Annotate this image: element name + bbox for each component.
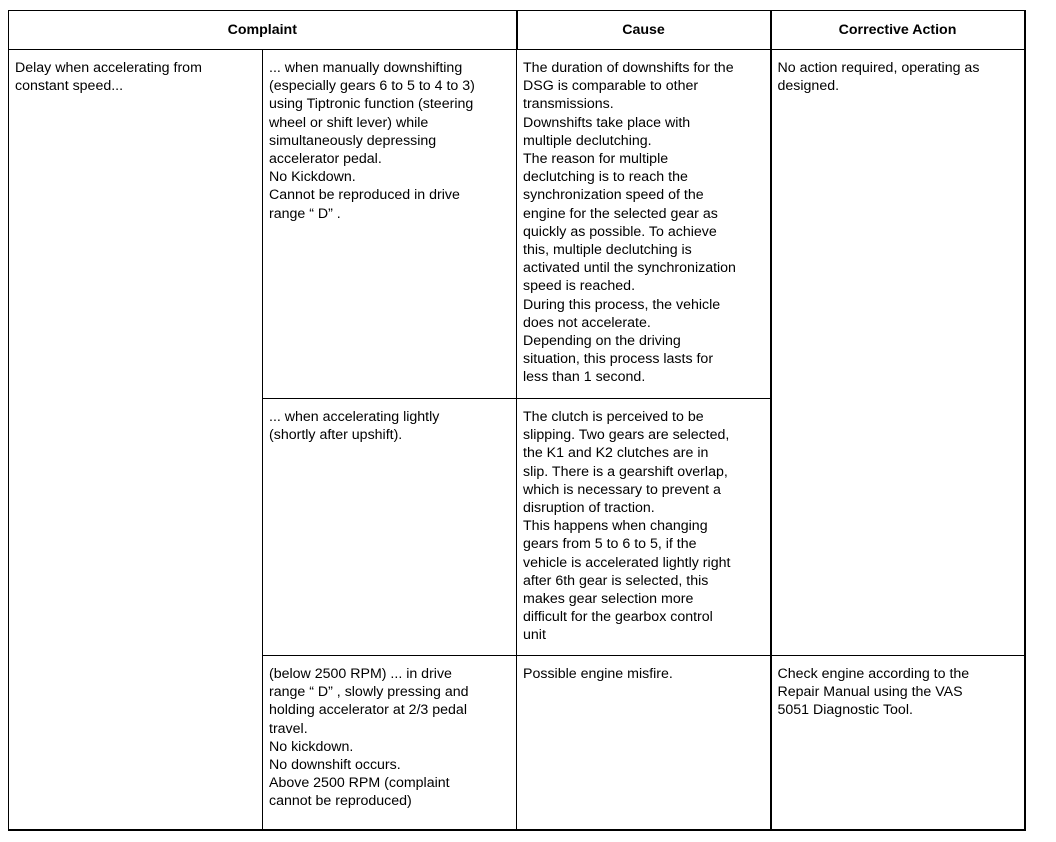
text-line: disruption of traction. [523, 500, 655, 517]
text-line: Possible engine misfire. [523, 666, 673, 682]
text-line: 5051 Diagnostic Tool. [777, 702, 913, 719]
text-line: The clutch is perceived to be [523, 409, 704, 425]
text-line: wheel or shift lever) while [269, 114, 429, 131]
text-line: DSG is comparable to other [523, 78, 699, 95]
text-line: activated until the synchronization [523, 260, 736, 277]
text-line: Check engine according to the [777, 666, 970, 682]
text-line: The reason for multiple [523, 151, 669, 168]
text-line: engine for the selected gear as [523, 205, 718, 222]
text-line: ... when manually downshifting [269, 60, 463, 76]
text-line: This happens when changing [523, 518, 708, 535]
complaint-main-cell [9, 50, 263, 830]
text-line: No Kickdown. [269, 169, 356, 186]
cause-cell [517, 399, 771, 656]
complaint-detail-cell [263, 50, 517, 399]
text-line: holding accelerator at 2/3 pedal [269, 702, 467, 719]
text-line: (shortly after upshift). [269, 427, 403, 444]
text-line: designed. [777, 78, 840, 95]
text-line: which is necessary to prevent a [523, 481, 721, 498]
text-line: Above 2500 RPM (complaint [269, 775, 450, 792]
text-line: No kickdown. [269, 738, 354, 755]
text-line: During this process, the vehicle [523, 296, 721, 313]
corrective-action-cell [771, 656, 1025, 830]
text-line: Downshifts take place with [523, 114, 691, 131]
text-line: cannot be reproduced) [269, 793, 412, 810]
text-line: (especially gears 6 to 5 to 4 to 3) [269, 78, 475, 95]
text-line: using Tiptronic function (steering [269, 96, 474, 113]
text-line: speed is reached. [523, 278, 636, 295]
text-line: travel. [269, 720, 308, 737]
text-line: synchronization speed of the [523, 187, 704, 204]
complaint-detail-cell [263, 399, 517, 656]
text-line: this, multiple declutching is [523, 242, 692, 259]
text-line: slip. There is a gearshift overlap, [523, 463, 728, 480]
text-line: declutching is to reach the [523, 169, 688, 186]
text-line: transmissions. [523, 96, 614, 113]
text-line: less than 1 second. [523, 369, 646, 386]
text-line: The duration of downshifts for the [523, 60, 734, 76]
text-line: difficult for the gearbox control [523, 609, 713, 626]
troubleshooting-table [8, 10, 1026, 831]
text-line: (below 2500 RPM) ... in drive [269, 666, 452, 682]
text-line: No downshift occurs. [269, 757, 401, 774]
text-line: does not accelerate. [523, 314, 651, 331]
text-line: after 6th gear is selected, this [523, 572, 709, 589]
text-line: Delay when accelerating from [15, 60, 202, 76]
text-line: range “ D” , slowly pressing and [269, 684, 469, 701]
header-row [9, 11, 1025, 50]
header-corrective-action: Corrective Action [771, 11, 1025, 50]
text-line: unit [523, 627, 546, 644]
cause-cell [517, 656, 771, 830]
text-line: situation, this process lasts for [523, 351, 714, 368]
text-line: Cannot be reproduced in drive [269, 187, 460, 204]
text-line: gears from 5 to 6 to 5, if the [523, 536, 697, 553]
text-line: the K1 and K2 clutches are in [523, 445, 709, 462]
text-line: constant speed... [15, 78, 124, 95]
text-line: simultaneously depressing [269, 132, 437, 149]
corrective-action-cell [771, 50, 1025, 656]
text-line: makes gear selection more [523, 591, 694, 608]
text-line: ... when accelerating lightly [269, 409, 440, 425]
text-line: accelerator pedal. [269, 151, 382, 168]
text-line: multiple declutching. [523, 132, 652, 149]
text-line: range “ D” . [269, 205, 341, 222]
table-row [9, 50, 1025, 399]
text-line: Repair Manual using the VAS [777, 684, 963, 701]
header-complaint: Complaint [9, 11, 517, 50]
header-cause: Cause [517, 11, 771, 50]
text-line: No action required, operating as [777, 60, 980, 76]
text-line: Depending on the driving [523, 333, 681, 350]
text-line: slipping. Two gears are selected, [523, 427, 730, 444]
cause-cell [517, 50, 771, 399]
text-line: quickly as possible. To achieve [523, 223, 717, 240]
complaint-detail-cell [263, 656, 517, 830]
text-line: vehicle is accelerated lightly right [523, 554, 731, 571]
